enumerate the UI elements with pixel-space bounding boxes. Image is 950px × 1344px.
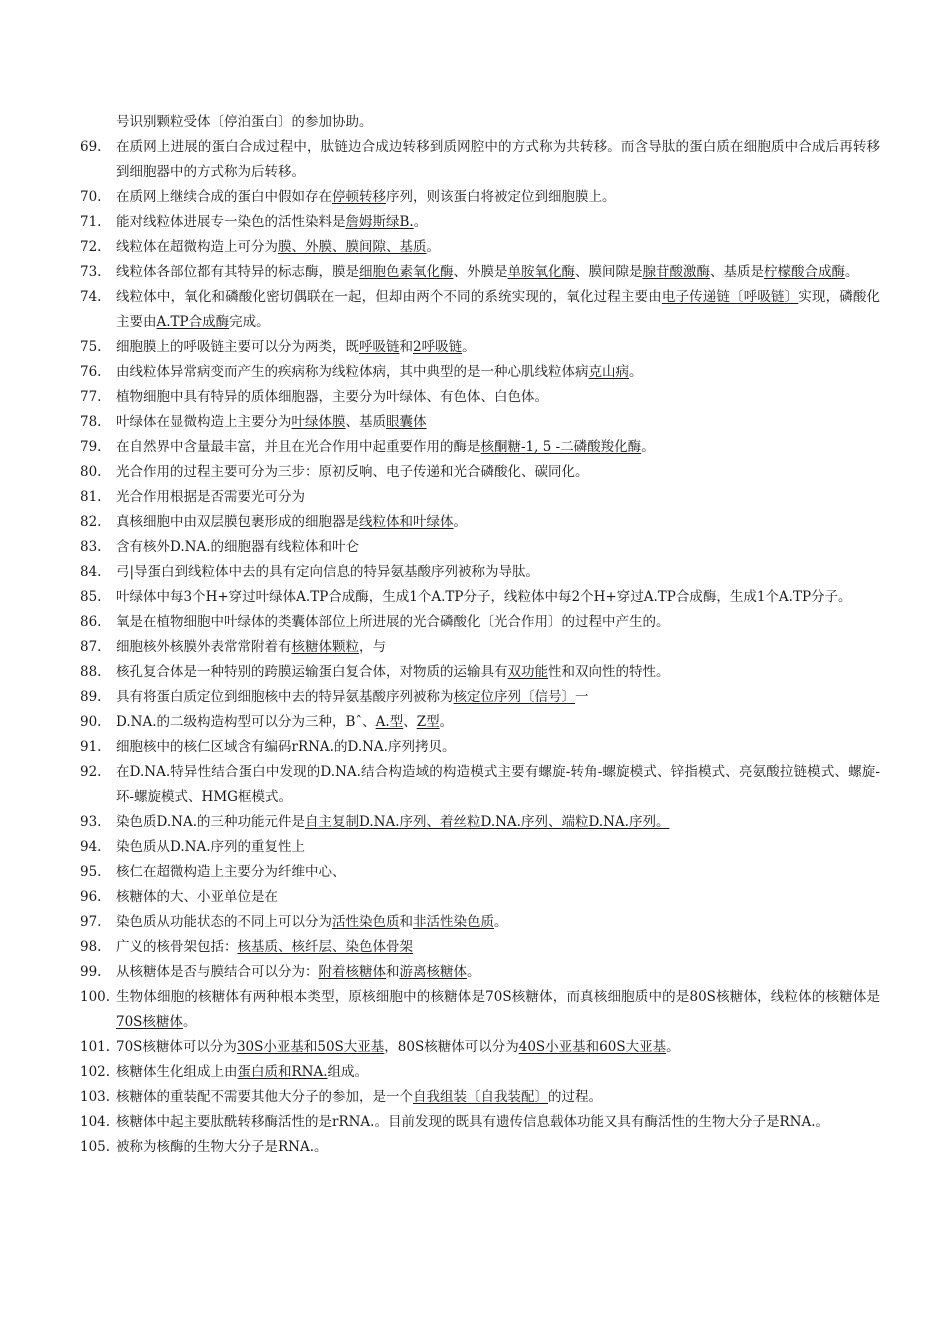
item-number: 85.: [80, 589, 102, 605]
text-segment: 。: [467, 964, 481, 980]
item-number: 80.: [80, 464, 102, 480]
text-segment: ，80S核糖体可以分为: [384, 1039, 519, 1055]
answer-underline: A.TP合成酶: [156, 314, 230, 330]
list-item: [80, 1035, 880, 1060]
answer-underline: 电子传递链〔呼吸链〕: [661, 289, 799, 305]
item-text: [116, 710, 880, 735]
list-item: [80, 485, 880, 510]
list-item: [80, 860, 880, 885]
text-segment: 实现，磷酸化主要由: [116, 289, 881, 330]
list-item: [80, 610, 880, 635]
item-number: 74.: [80, 289, 102, 305]
item-text: [116, 435, 880, 460]
item-text: [116, 535, 880, 560]
text-segment: 、膜间隙是: [575, 264, 643, 280]
item-number: 78.: [80, 414, 102, 430]
text-segment: 、: [403, 714, 417, 730]
answer-underline: 詹姆斯绿B.: [345, 214, 414, 230]
item-text: [116, 560, 880, 585]
item-number: 75.: [80, 339, 102, 355]
item-text: [116, 335, 880, 360]
item-number: 90.: [80, 714, 102, 730]
text-segment: 能对线粒体进展专一染色的活性染料是: [116, 214, 346, 230]
item-number: 86.: [80, 614, 102, 630]
item-text: [116, 1110, 880, 1135]
text-segment: 组成。: [327, 1064, 369, 1080]
answer-underline: 30S小亚基和50S大亚基: [236, 1039, 385, 1055]
text-segment: 。: [426, 239, 440, 255]
item-number: 96.: [80, 889, 102, 905]
list-item: [80, 585, 880, 610]
item-text: [116, 635, 880, 660]
list-item: [80, 385, 880, 410]
answer-underline: 呼吸链: [359, 339, 400, 355]
item-text: [116, 1085, 880, 1110]
text-segment: 染色质从功能状态的不同上可以分为: [116, 914, 332, 930]
answer-underline: 眼囊体: [386, 414, 427, 430]
item-text: [116, 860, 880, 885]
text-segment: 核糖体的重装配不需要其他大分子的参加，是一个: [116, 1089, 413, 1105]
list-item: [80, 285, 880, 335]
item-number: 69.: [80, 139, 102, 155]
item-number: 89.: [80, 689, 102, 705]
text-segment: 。: [494, 914, 508, 930]
text-segment: 、基质是: [710, 264, 764, 280]
answer-underline: Z型: [416, 714, 440, 730]
item-text: [116, 460, 880, 485]
item-number: 83.: [80, 539, 102, 555]
text-segment: 叶绿体在显微构造上主要分为: [116, 414, 292, 430]
text-segment: 染色质D.NA.的三种功能元件是: [116, 814, 305, 830]
text-segment: 在质网上进展的蛋白合成过程中，肽链边合成边转移到质网腔中的方式称为共转移。而含导肽的蛋白质在细胞质中合成后再转移到细胞器中的方式称为后转移。: [116, 139, 880, 180]
list-item: [80, 885, 880, 910]
text-segment: 完成。: [229, 314, 270, 330]
item-text: [116, 285, 880, 335]
text-segment: 具有将蛋白质定位到细胞核中去的特异氨基酸序列被称为: [116, 689, 454, 705]
item-text: [116, 1060, 880, 1085]
answer-underline: 克山病: [588, 364, 629, 380]
list-item: [80, 960, 880, 985]
item-text: [116, 360, 880, 385]
text-segment: 被称为核酶的生物大分子是RNA.。: [116, 1139, 328, 1155]
text-segment: 核孔复合体是一种特别的跨膜运输蛋白复合体，对物质的运输具有: [116, 664, 508, 680]
item-number: 79.: [80, 439, 102, 455]
item-number: 76.: [80, 364, 102, 380]
item-text: [116, 1135, 880, 1160]
text-segment: 弓|导蛋白到线粒体中去的具有定向信息的特异氨基酸序列被称为导肽。: [116, 564, 540, 580]
text-segment: 光合作用根据是否需要光可分为: [116, 489, 305, 505]
item-text: [116, 210, 880, 235]
item-number: 87.: [80, 639, 102, 655]
list-item: [80, 135, 880, 185]
text-segment: 光合作用的过程主要可分为三步：原初反响、电子传递和光合磷酸化、碳同化。: [116, 464, 589, 480]
item-number: 72.: [80, 239, 102, 255]
item-text: [116, 585, 880, 610]
item-text: [116, 410, 880, 435]
text-segment: 和: [399, 339, 413, 355]
text-segment: 由线粒体异常病变而产生的疾病称为线粒体病，其中典型的是一种心肌线粒体病: [116, 364, 589, 380]
list-item: [80, 185, 880, 210]
list-item: [80, 810, 880, 835]
answer-underline: 核酮糖-1, 5 -二磷酸羧化酶: [480, 439, 642, 455]
item-text: [116, 835, 880, 860]
item-number: 102.: [80, 1064, 111, 1080]
text-segment: 细胞膜上的呼吸链主要可以分为两类，既: [116, 339, 359, 355]
text-segment: 号识别颗粒受体〔停泊蛋白〕的参加协助。: [116, 114, 373, 130]
text-segment: 。: [182, 1014, 197, 1030]
text-segment: 在D.NA.特异性结合蛋白中发现的D.NA.结合构造域的构造模式主要有螺旋-转角-螺旋模式、锌指模式、亮氨酸拉链模式、螺旋-环-螺旋模式、HMG框模式。: [116, 764, 880, 805]
item-number: 94.: [80, 839, 102, 855]
text-segment: 叶绿体中每3个H+穿过叶绿体A.TP合成酶，生成1个A.TP分子，线粒体中每2个H+穿过A.TP合成酶，生成1个A.TP分子。: [116, 589, 852, 605]
list-item: [80, 910, 880, 935]
text-segment: 。: [462, 339, 476, 355]
text-segment: 线粒体在超微构造上可分为: [116, 239, 278, 255]
text-segment: D.NA.的二级构造构型可以分为三种，Bˆ、: [116, 714, 376, 730]
answer-underline: 核基质、核纤层、染色体骨架: [237, 939, 413, 955]
answer-underline: 核定位序列〔信号〕: [453, 689, 575, 705]
list-item: [80, 235, 880, 260]
text-segment: 线粒体中，氧化和磷酸化密切偶联在一起，但却由两个不同的系统实现的，氧化过程主要由: [116, 289, 662, 305]
list-item: [80, 1085, 880, 1110]
text-segment: 在质网上继续合成的蛋白中假如存在: [116, 189, 332, 205]
answer-underline: A.型: [375, 714, 404, 730]
item-number: 98.: [80, 939, 102, 955]
text-segment: 含有核外D.NA.的细胞器有线粒体和叶仑: [116, 539, 359, 555]
item-number: 77.: [80, 389, 102, 405]
list-item: [80, 335, 880, 360]
answer-underline: 自主复制D.NA.序列、着丝粒D.NA.序列、端粒D.NA.序列。: [305, 814, 670, 830]
answer-underline: 蛋白质和RNA.: [237, 1064, 328, 1080]
list-item: [80, 660, 880, 685]
item-number: 104.: [80, 1114, 111, 1130]
text-segment: 生物体细胞的核糖体有两种根本类型，原核细胞中的核糖体是70S核糖体，而真核细胞质中的是80S核糖体，线粒体的核糖体是: [116, 989, 880, 1005]
item-text: [116, 885, 880, 910]
text-segment: 。: [666, 1039, 680, 1055]
answer-underline: 叶绿体膜: [291, 414, 346, 430]
list-item: [80, 710, 880, 735]
list-item: [80, 535, 880, 560]
item-text: [116, 985, 880, 1035]
list-item: [80, 835, 880, 860]
list-item: [80, 1135, 880, 1160]
item-text: [116, 935, 880, 960]
list-item: [80, 460, 880, 485]
text-segment: 广义的核骨架包括：: [116, 939, 238, 955]
answer-underline: 柠檬酸合成酶: [764, 264, 845, 280]
text-segment: 植物细胞中具有特异的质体细胞器，主要分为叶绿体、有色体、白色体。: [116, 389, 548, 405]
item-number: 81.: [80, 489, 102, 505]
text-segment: 氧是在植物细胞中叶绿体的类囊体部位上所进展的光合磷酸化〔光合作用〕的过程中产生的。: [116, 614, 670, 630]
list-item: [80, 635, 880, 660]
item-number: 73.: [80, 264, 102, 280]
item-text: [116, 235, 880, 260]
text-segment: 。: [413, 214, 428, 230]
text-segment: 序列，则该蛋白将被定位到细胞膜上。: [386, 189, 616, 205]
text-segment: 、基质: [345, 414, 386, 430]
answer-underline: 游离核糖体: [399, 964, 467, 980]
list-item: [80, 985, 880, 1035]
answer-underline: 单胺氧化酶: [507, 264, 575, 280]
item-text: [116, 510, 880, 535]
list-item: [80, 1060, 880, 1085]
item-number: 100.: [80, 989, 111, 1005]
item-text: [116, 485, 880, 510]
item-number: 92.: [80, 764, 102, 780]
list-item: [80, 110, 880, 135]
text-segment: 真核细胞中由双层膜包裹形成的细胞器是: [116, 514, 359, 530]
text-segment: 。: [641, 439, 655, 455]
item-text: [116, 135, 880, 185]
answer-underline: 70S核糖体: [116, 1014, 183, 1030]
list-item: [80, 935, 880, 960]
answer-underline: 线粒体和叶绿体: [359, 514, 454, 530]
list-item: [80, 735, 880, 760]
text-segment: 和: [399, 914, 413, 930]
item-text: [116, 185, 880, 210]
text-segment: 线粒体各部位都有其特异的标志酶，膜是: [116, 264, 359, 280]
item-number: 91.: [80, 739, 102, 755]
answer-underline: 非活性染色质: [413, 914, 494, 930]
text-segment: 核糖体生化组成上由: [116, 1064, 238, 1080]
list-item: [80, 260, 880, 285]
answer-underline: 附着核糖体: [318, 964, 386, 980]
text-segment: 70S核糖体可以分为: [116, 1039, 237, 1055]
item-number: 88.: [80, 664, 102, 680]
text-segment: 一: [575, 689, 589, 705]
item-number: 82.: [80, 514, 102, 530]
item-number: 93.: [80, 814, 102, 830]
answer-underline: 腺苷酸激酶: [642, 264, 710, 280]
item-text: [116, 610, 880, 635]
text-segment: 。: [629, 364, 643, 380]
item-text: [116, 110, 880, 135]
answer-underline: 2呼吸链: [413, 339, 463, 355]
text-segment: 核糖体中起主要肽酰转移酶活性的是rRNA.。目前发现的既具有遗传信息载体功能又具有酶活性的生物大分子是RNA.。: [116, 1114, 829, 1130]
item-number: 84.: [80, 564, 102, 580]
text-segment: 细胞核中的核仁区域含有编码rRNA.的D.NA.序列拷贝。: [116, 739, 456, 755]
item-number: 70.: [80, 189, 102, 205]
text-segment: 性和双向性的特性。: [548, 664, 670, 680]
list-item: [80, 210, 880, 235]
document-page: [0, 110, 950, 1160]
list-item: [80, 560, 880, 585]
item-text: [116, 660, 880, 685]
text-segment: 和: [386, 964, 400, 980]
text-segment: 。: [439, 714, 454, 730]
answer-underline: 40S小亚基和60S大亚基: [518, 1039, 667, 1055]
answer-underline: 自我组装〔自我装配〕: [413, 1089, 548, 1105]
answer-underline: 活性染色质: [332, 914, 400, 930]
item-text: [116, 260, 880, 285]
answer-underline: 细胞色素氧化酶: [359, 264, 454, 280]
item-text: [116, 685, 880, 710]
text-segment: 核糖体的大、小亚单位是在: [116, 889, 278, 905]
item-text: [116, 810, 880, 835]
item-text: [116, 910, 880, 935]
text-segment: 的过程。: [548, 1089, 602, 1105]
text-segment: 细胞核外核膜外表常常附着有: [116, 639, 292, 655]
list-item: [80, 435, 880, 460]
item-number: 101.: [80, 1039, 111, 1055]
answer-underline: 双功能: [507, 664, 548, 680]
item-text: [116, 1035, 880, 1060]
item-number: 95.: [80, 864, 102, 880]
item-number: [80, 110, 116, 135]
text-segment: 、外膜是: [453, 264, 508, 280]
text-segment: 核仁在超微构造上主要分为纤维中心、: [116, 864, 346, 880]
item-number: 103.: [80, 1089, 111, 1105]
list-item: [80, 760, 880, 810]
list-item: [80, 1110, 880, 1135]
item-text: [116, 385, 880, 410]
list-item: [80, 410, 880, 435]
text-segment: ，与: [359, 639, 386, 655]
text-segment: 。: [453, 514, 467, 530]
list-item: [80, 360, 880, 385]
item-number: 97.: [80, 914, 102, 930]
answer-underline: 核糖体颗粒: [291, 639, 359, 655]
text-segment: 染色质从D.NA.序列的重复性上: [116, 839, 305, 855]
text-segment: 在自然界中含量最丰富，并且在光合作用中起重要作用的酶是: [116, 439, 481, 455]
answer-underline: 停顿转移: [332, 189, 386, 205]
item-text: [116, 735, 880, 760]
answer-underline: 膜、外膜、膜间隙、基质: [278, 239, 427, 255]
item-number: 71.: [80, 214, 102, 230]
item-text: [116, 960, 880, 985]
text-segment: 。: [845, 264, 859, 280]
list-item: [80, 685, 880, 710]
item-text: [116, 760, 880, 810]
text-segment: 从核糖体是否与膜结合可以分为：: [116, 964, 319, 980]
item-number: 105.: [80, 1139, 111, 1155]
list-item: [80, 510, 880, 535]
item-number: 99.: [80, 964, 102, 980]
